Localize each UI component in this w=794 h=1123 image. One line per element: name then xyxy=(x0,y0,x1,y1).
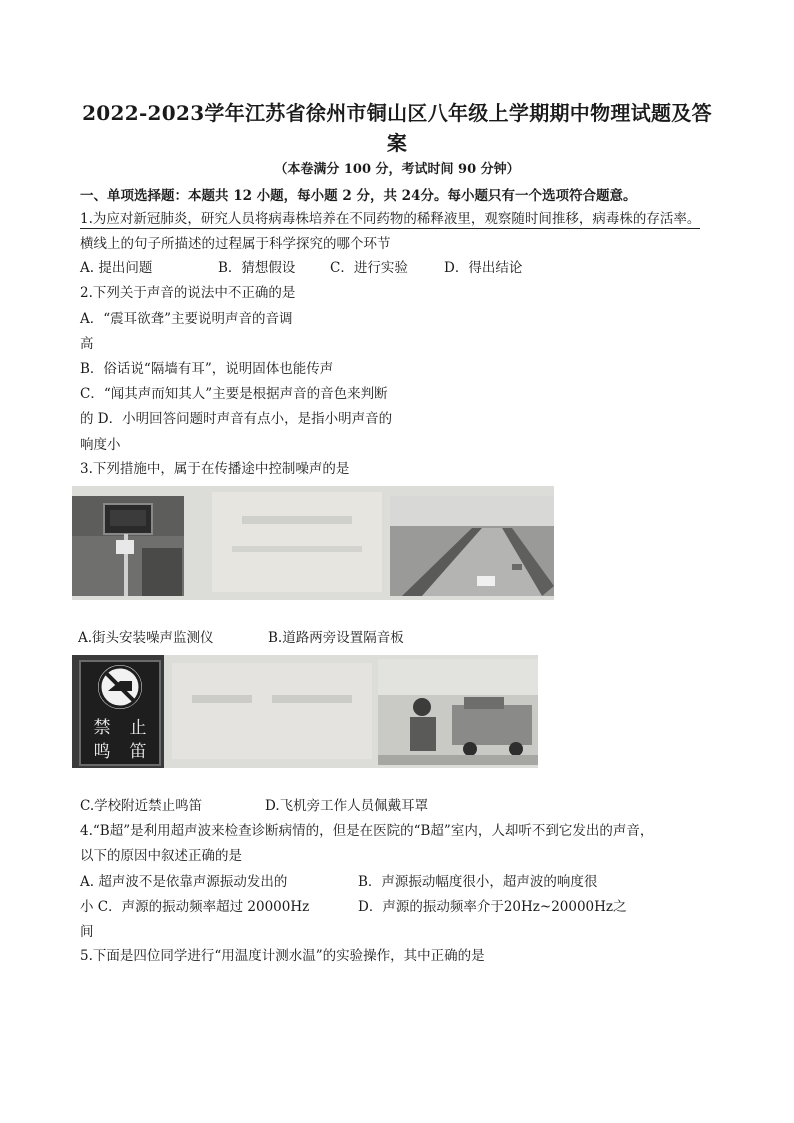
sign-char-4: 笛 xyxy=(129,742,147,762)
q3-photo-strip-ab xyxy=(72,486,554,600)
q3-label-c: C.学校附近禁止鸣笛 xyxy=(80,798,203,814)
q3-stem: 3.下列措施中，属于在传播途中控制噪声的是 xyxy=(80,461,350,477)
q1-option-a: A. 提出问题 xyxy=(80,260,153,276)
title-line-2: 案 xyxy=(386,131,408,155)
q4-stem-line1: 4.“B超”是利用超声波来检查诊断病情的，但是在医院的“B超”室内，人却听不到它发出的声音， xyxy=(80,823,654,839)
q4-stem-line2: 以下的原因中叙述正确的是 xyxy=(80,848,242,864)
q3-label-a: A.街头安装噪声监测仪 xyxy=(78,630,214,646)
section-heading: 一、单项选择题：本题共 12 小题，每小题 2 分，共 24分。每小题只有一个选项符合题意。 xyxy=(80,188,637,204)
q2-line-5: 的 D．小明回答问题时声音有点小，是指小明声音的 xyxy=(80,411,393,427)
title-line-1: 2022-2023学年江苏省徐州市铜山区八年级上学期期中物理试题及答 xyxy=(82,101,712,125)
q2-line-1: A．“震耳欲聋”主要说明声音的音调 xyxy=(80,311,293,327)
q3-photo-strip-cd xyxy=(72,655,538,768)
sign-char-1: 禁 xyxy=(93,718,111,738)
q3-label-d: D.飞机旁工作人员佩戴耳罩 xyxy=(265,798,429,814)
exam-title xyxy=(60,98,734,158)
sign-char-3: 鸣 xyxy=(93,742,111,762)
q3-label-b: B.道路两旁设置隔音板 xyxy=(268,630,404,646)
q1-option-d: D．得出结论 xyxy=(444,260,523,276)
q3-photos-cd-image xyxy=(72,655,538,768)
q4-option-c: 小 C．声源的振动频率超过 20000Hz xyxy=(80,899,310,915)
q1-stem-underlined: 1.为应对新冠肺炎，研究人员将病毒株培养在不同药物的稀释液里，观察随时间推移，病毒株的存活率。 xyxy=(80,211,701,227)
q2-line-2: 高 xyxy=(80,336,94,352)
q2-line-3: B．俗话说“隔墙有耳”，说明固体也能传声 xyxy=(80,361,334,377)
exam-subtitle: （本卷满分 100 分，考试时间 90 分钟） xyxy=(274,162,520,177)
q2-stem: 2.下列关于声音的说法中不正确的是 xyxy=(80,285,296,301)
q5-stem: 5.下面是四位同学进行“用温度计测水温”的实验操作，其中正确的是 xyxy=(80,948,485,964)
q1-option-c: C．进行实验 xyxy=(330,260,408,276)
q4-continuation: 间 xyxy=(80,924,94,940)
q4-option-d: D．声源的振动频率介于20Hz~20000Hz之 xyxy=(358,899,627,915)
q1-stem-line2: 横线上的句子所描述的过程属于科学探究的哪个环节 xyxy=(80,236,391,252)
sign-char-2: 止 xyxy=(129,718,147,738)
q1-option-b: B．猜想假设 xyxy=(218,260,296,276)
q4-option-a: A. 超声波不是依靠声源振动发出的 xyxy=(80,874,288,890)
q2-line-4: C．“闻其声而知其人”主要是根据声音的音色来判断 xyxy=(80,386,388,402)
q3-photos-ab-image xyxy=(72,486,554,600)
q4-option-b: B．声源振动幅度很小，超声波的响度很 xyxy=(358,874,598,890)
q2-line-6: 响度小 xyxy=(80,437,121,453)
q1-stem xyxy=(80,210,700,228)
